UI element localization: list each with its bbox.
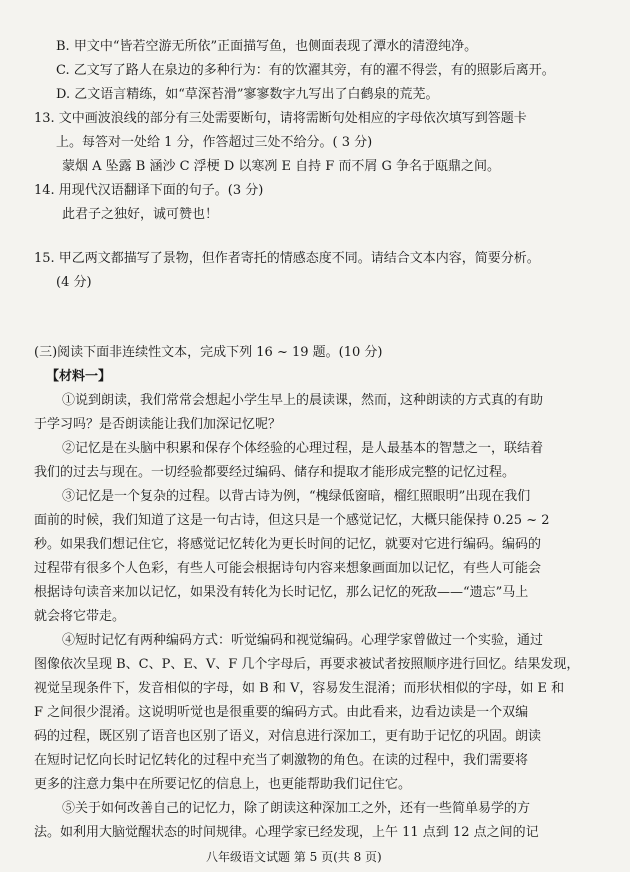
q14-sentence: 此君子之独好，诚可赞也！	[62, 207, 219, 222]
paragraph-line: ③记忆是一个复杂的过程。以背古诗为例，“槐绿低窗暗，榴红照眼明”出现在我们	[62, 489, 531, 504]
paragraph-line: 图像依次呈现 B、C、P、E、V、F 几个字母后，再要求被试者按照顺序进行回忆。结果发现，	[34, 657, 580, 672]
paragraph-line: 根据诗句读音来加以记忆，如果没有转化为长时记忆，那么记忆的死敌——“遗忘”马上	[34, 585, 529, 600]
q12-option-b: B. 甲文中“皆若空游无所依”正面描写鱼，也侧面表现了潭水的清澄纯净。	[56, 39, 478, 54]
q13-prompt-line2: 上。每答对一处给 1 分，作答超过三处不给分。( 3 分)	[56, 135, 373, 150]
paragraph-line: 法。如利用大脑觉醒状态的时间规律。心理学家已经发现，上午 11 点到 12 点之间的记	[34, 825, 539, 840]
paragraph-line: ①说到朗读，我们常常会想起小学生早上的晨读课，然而，这种朗读的方式真的有助	[62, 393, 544, 408]
q12-option-c: C. 乙文写了路人在泉边的多种行为：有的饮濯其旁，有的濯不得尝，有的照影后离开。	[56, 63, 555, 78]
page-footer: 八年级语文试题 第 5 页(共 8 页)	[206, 850, 382, 864]
paragraph-line: 就会将它带走。	[34, 609, 126, 624]
q14-prompt: 14. 用现代汉语翻译下面的句子。(3 分)	[34, 183, 264, 198]
paragraph-line: 更多的注意力集中在所要记忆的信息上，也更能帮助我们记住它。	[34, 777, 412, 792]
paragraph-line: 我们的过去与现在。一切经验都要经过编码、储存和提取才能形成完整的记忆过程。	[34, 465, 516, 480]
paragraph-line: 过程带有很多个人色彩，有些人可能会根据诗句内容来想象画面加以记忆，有些人可能会	[34, 561, 542, 576]
paragraph-line: 面前的时候，我们知道了这是一句古诗，但这只是一个感觉记忆，大概只能保持 0.25 ~ 2	[34, 513, 550, 528]
paragraph-line: 在短时记忆向长时记忆转化的过程中充当了刺激物的角色。在读的过程中，我们需要将	[34, 753, 529, 768]
q15-prompt-line2: (4 分)	[56, 275, 92, 290]
paragraph-line: F 之间很少混淆。这说明听觉也是很重要的编码方式。由此看来，边看边读是一个双编	[34, 705, 529, 720]
material-label: 【材料一】	[46, 369, 112, 384]
paragraph-line: 码的过程，既区别了语音也区别了语义，对信息进行深加工，更有助于记忆的巩固。朗读	[34, 729, 542, 744]
paragraph-line: ⑤关于如何改善自己的记忆力，除了朗读这种深加工之外，还有一些简单易学的方	[62, 801, 531, 816]
paragraph-line: 视觉呈现条件下，发音相似的字母，如 B 和 V，容易发生混淆；而形状相似的字母，如 E 和	[34, 681, 565, 696]
q13-prompt-line1: 13. 文中画波浪线的部分有三处需要断句，请将需断句处相应的字母依次填写到答题卡	[34, 111, 527, 126]
paragraph-line: ②记忆是在头脑中积累和保存个体经验的心理过程，是人最基本的智慧之一，联结着	[62, 441, 544, 456]
q13-sentence: 蒙烟 A 坠露 B 涵沙 C 浮梗 D 以寒冽 E 自持 F 而不屑 G 争名于瓯鼎之间。	[62, 159, 501, 174]
paragraph-line: 秒。如果我们想记住它，将感觉记忆转化为更长时间的记忆，就要对它进行编码。编码的	[34, 537, 542, 552]
paragraph-line: 于学习吗？是否朗读能让我们加深记忆呢？	[34, 417, 282, 432]
q15-prompt-line1: 15. 甲乙两文都描写了景物，但作者寄托的情感态度不同。请结合文本内容，简要分析。	[34, 251, 540, 266]
section-heading: (三)阅读下面非连续性文本，完成下列 16 ~ 19 题。(10 分)	[34, 345, 383, 360]
paragraph-line: ④短时记忆有两种编码方式：听觉编码和视觉编码。心理学家曾做过一个实验，通过	[62, 633, 544, 648]
q12-option-d: D. 乙文语言精练，如“草深苔滑”寥寥数字九写出了白鹤泉的荒芜。	[56, 87, 439, 102]
